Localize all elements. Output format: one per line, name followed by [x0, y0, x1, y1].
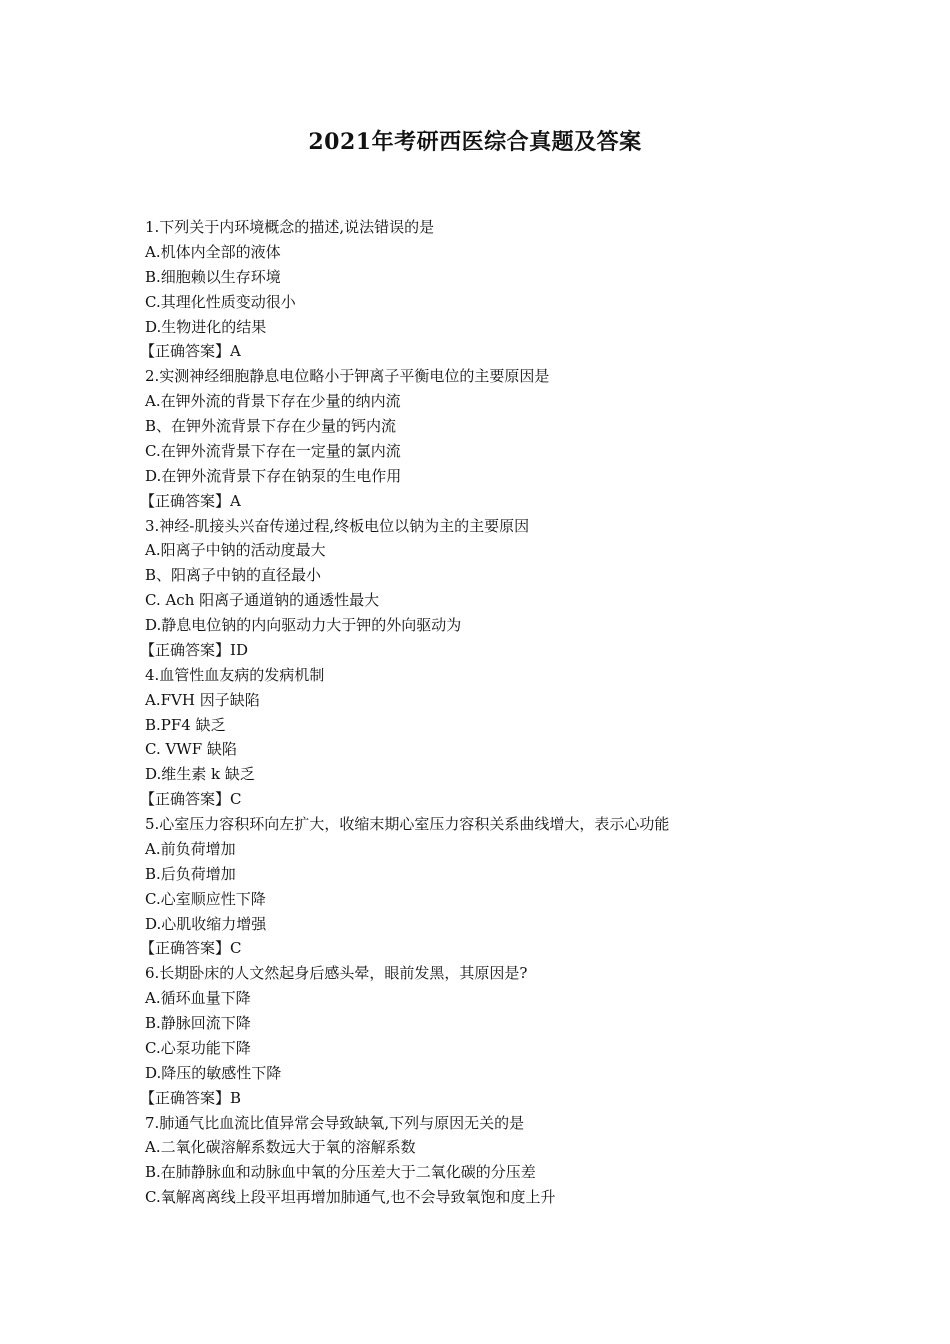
correct-answer — [140, 339, 825, 364]
question-option: A.二氧化碳溶解系数远大于氧的溶解系数 — [145, 1138, 416, 1157]
question-option: C.心泵功能下降 — [145, 1038, 251, 1057]
question-option: B.PF4 缺乏 — [145, 715, 226, 734]
answer-prefix: 【正确答案】 — [140, 939, 231, 958]
question-stem: 7.肺通气比血流比值异常会导致缺氧,下列与原因无关的是 — [145, 1113, 525, 1132]
question-option: D.生物进化的结果 — [145, 317, 267, 336]
answer-value: A — [230, 342, 241, 361]
question-option: D.维生素 k 缺乏 — [145, 765, 255, 784]
correct-answer — [140, 936, 825, 961]
question-option: C.在钾外流背景下存在一定量的氯内流 — [145, 441, 401, 460]
question-option: C.其理化性质变动很小 — [145, 292, 296, 311]
correct-answer — [140, 489, 825, 514]
question-option: D.心肌收缩力增强 — [145, 914, 267, 933]
question-stem: 4.血管性血友病的发病机制 — [145, 665, 325, 684]
question-stem: 2.实测神经细胞静息电位略小于钾离子平衡电位的主要原因是 — [145, 367, 550, 386]
question-option: B.在肺静脉血和动脉血中氧的分压差大于二氧化碳的分压差 — [145, 1163, 536, 1182]
correct-answer — [140, 1086, 825, 1111]
answer-prefix: 【正确答案】 — [140, 1088, 231, 1107]
answer-value: C — [230, 790, 242, 809]
question-stem: 1.下列关于内环境概念的描述,说法错误的是 — [145, 218, 435, 236]
question-option: B、阳离子中钠的直径最小 — [145, 566, 322, 585]
question-option: D.在钾外流背景下存在钠泵的生电作用 — [145, 466, 402, 485]
correct-answer — [140, 787, 825, 812]
question-option: C.氧解离离线上段平坦再增加肺通气,也不会导致氧饱和度上升 — [145, 1188, 556, 1207]
question-option: B.后负荷增加 — [145, 864, 236, 883]
question-option: C. VWF 缺陷 — [145, 740, 237, 759]
question-option: A.循环血量下降 — [145, 989, 251, 1008]
question-option: D.静息电位钠的内向驱动力大于钾的外向驱动为 — [145, 616, 462, 634]
question-stem: 6.长期卧床的人文然起身后感头晕，眼前发黑，其原因是? — [145, 964, 528, 983]
question-option: D.降压的敏感性下降 — [145, 1063, 282, 1082]
answer-value: A — [230, 491, 241, 510]
answer-prefix: 【正确答案】 — [140, 640, 231, 659]
question-stem: 5.心室压力容积环向左扩大，收缩末期心室压力容积关系曲线增大，表示心功能 — [145, 815, 670, 833]
correct-answer — [140, 638, 825, 663]
answer-value: B — [230, 1088, 242, 1107]
question-option: A.机体内全部的液体 — [145, 242, 281, 261]
answer-prefix: 【正确答案】 — [140, 342, 231, 361]
question-stem: 3.神经-肌接头兴奋传递过程,终板电位以钠为主的主要原因 — [145, 516, 530, 535]
question-option: B.静脉回流下降 — [145, 1014, 251, 1032]
answer-prefix: 【正确答案】 — [140, 790, 231, 809]
question-option: B、在钾外流背景下存在少量的钙内流 — [145, 417, 397, 435]
answer-value: ID — [230, 640, 248, 659]
question-option: B.细胞赖以生存环境 — [145, 267, 281, 286]
question-list — [140, 215, 825, 1210]
question-option: C. Ach 阳离子通道钠的通透性最大 — [145, 591, 380, 610]
document-title: 2021年考研西医综合真题及答案 — [308, 129, 642, 155]
question-option: A.FVH 因子缺陷 — [145, 690, 260, 709]
question-option: C.心室顺应性下降 — [145, 889, 266, 908]
answer-prefix: 【正确答案】 — [140, 491, 231, 510]
answer-value: C — [230, 939, 242, 958]
question-option: A.阳离子中钠的活动度最大 — [145, 541, 326, 560]
question-option: A.在钾外流的背景下存在少量的纳内流 — [145, 392, 401, 411]
question-option: A.前负荷增加 — [145, 839, 236, 858]
